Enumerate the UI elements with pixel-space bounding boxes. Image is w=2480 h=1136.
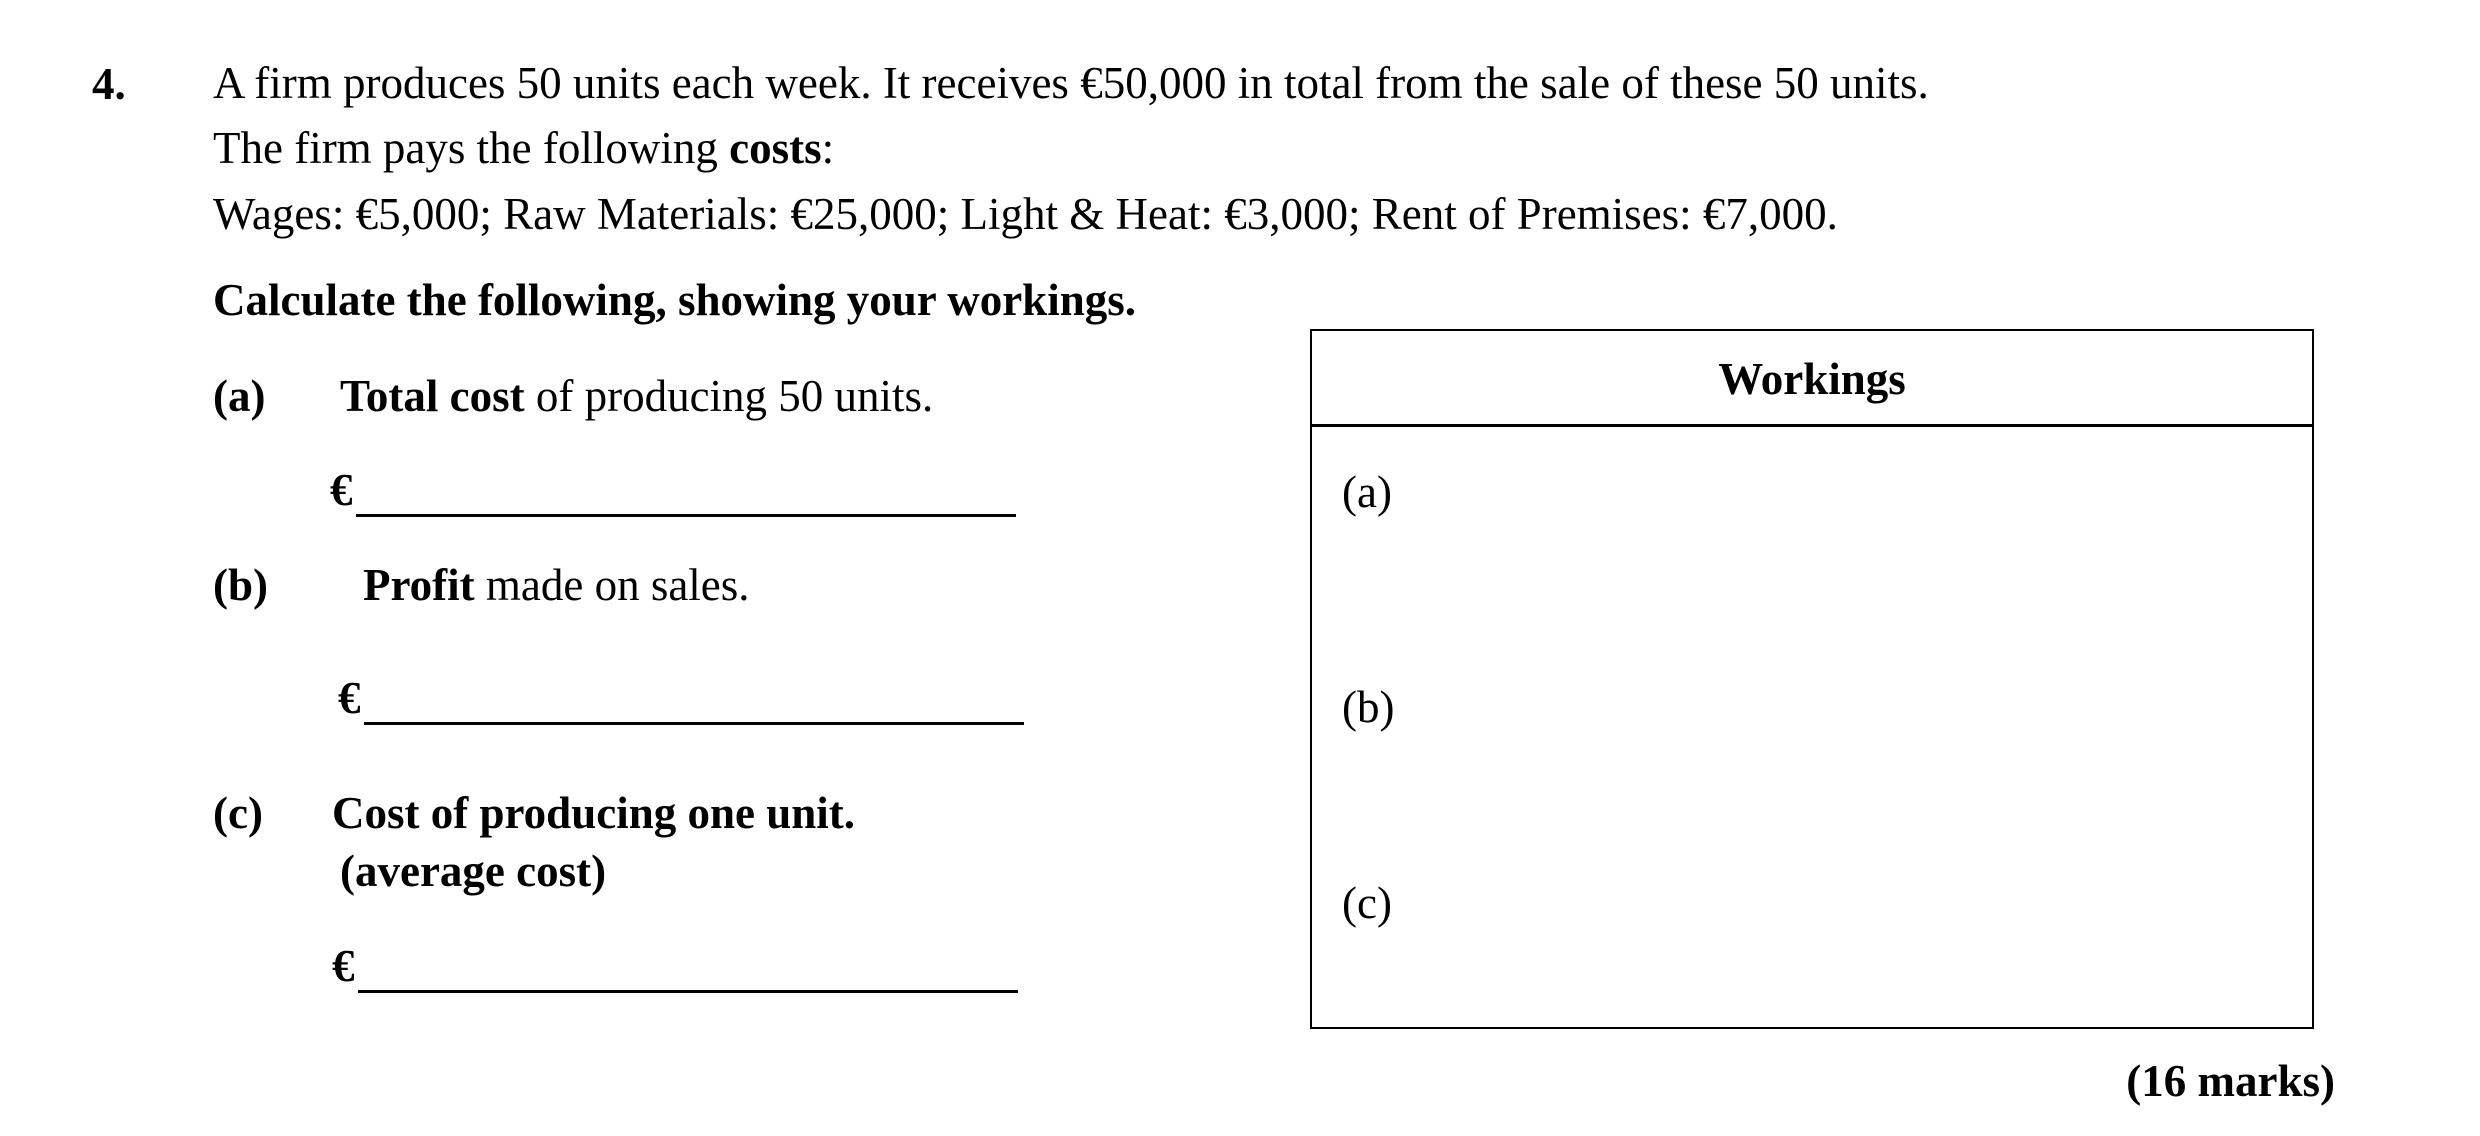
- question-number: 4.: [92, 59, 126, 109]
- instruction: Calculate the following, showing your workings.: [213, 275, 1137, 325]
- marks-total: (16 marks): [2126, 1056, 2335, 1106]
- part-a-label: (a): [213, 371, 266, 421]
- costs-intro: [213, 120, 834, 176]
- part-a-text: of producing 50 units.: [524, 371, 934, 421]
- part-b-bold: Profit: [363, 560, 475, 610]
- costs-list: Wages: €5,000; Raw Materials: €25,000; Light & Heat: €3,000; Rent of Premises: €7,000.: [213, 189, 1838, 239]
- part-c-question: Cost of producing one unit.: [332, 788, 856, 838]
- part-a-euro: €: [330, 465, 353, 515]
- part-a-bold: Total cost: [340, 371, 525, 421]
- workings-box[interactable]: [1310, 329, 2314, 1029]
- workings-label-b: (b): [1342, 682, 1395, 732]
- workings-header: Workings: [1312, 331, 2312, 427]
- part-b-text: made on sales.: [474, 560, 750, 610]
- part-a-question: [340, 368, 933, 424]
- part-a-answer-line[interactable]: [356, 514, 1016, 517]
- part-b-question: [363, 557, 750, 613]
- part-c-answer-line[interactable]: [358, 990, 1018, 993]
- part-c-subtext: (average cost): [340, 846, 607, 896]
- part-c-label: (c): [213, 788, 263, 838]
- question-intro: A firm produces 50 units each week. It receives €50,000 in total from the sale of these 50 units.: [213, 58, 1929, 108]
- part-b-euro: €: [338, 673, 361, 723]
- workings-label-a: (a): [1342, 467, 1392, 517]
- part-b-answer-line[interactable]: [364, 722, 1024, 725]
- workings-label-c: (c): [1342, 878, 1392, 928]
- costs-intro-bold: costs: [729, 123, 822, 173]
- part-b-label: (b): [213, 560, 268, 610]
- costs-intro-prefix: The firm pays the following: [213, 123, 730, 173]
- part-c-euro: €: [332, 941, 355, 991]
- costs-intro-suffix: :: [821, 123, 835, 173]
